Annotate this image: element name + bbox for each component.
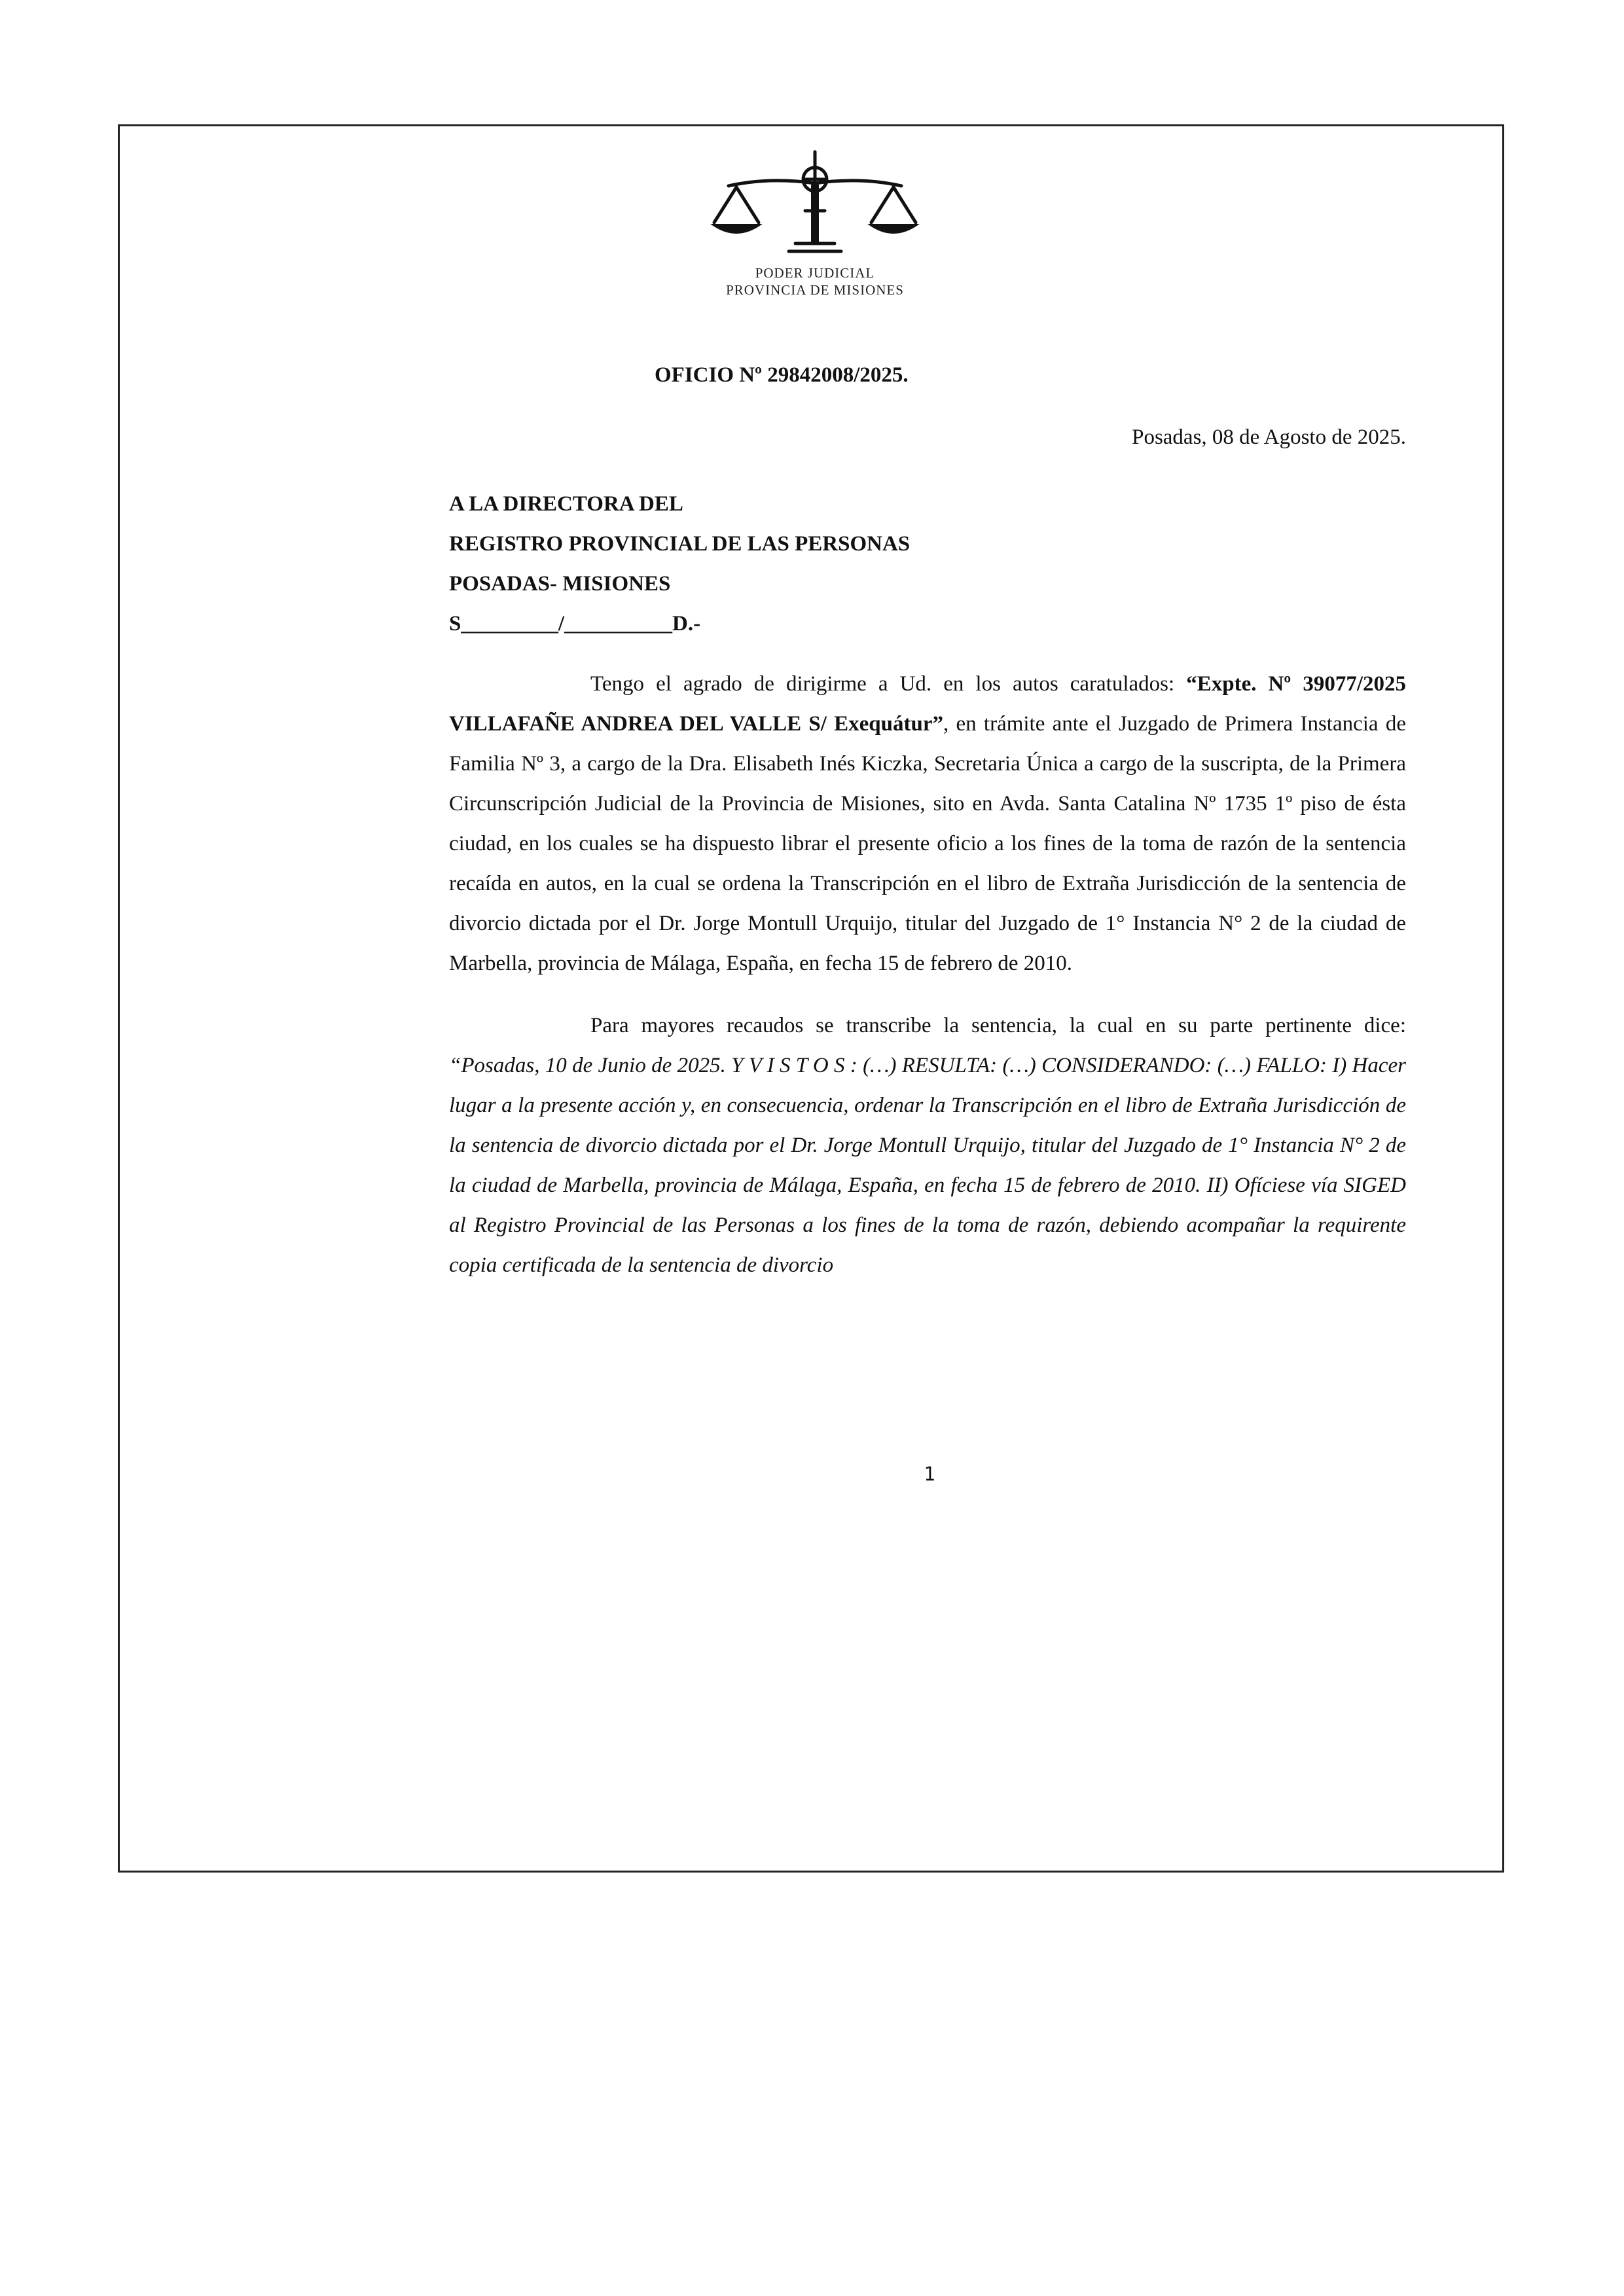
letter-body [449, 664, 1406, 1285]
case-title: “Expte. Nº 39077/2025 VILLAFAÑE ANDREA DEL VALLE S/ Exequátur” [449, 672, 1406, 736]
paragraph-1-intro: Tengo el agrado de dirigirme a Ud. en los autos caratulados: [590, 672, 1187, 696]
oficio-number: OFICIO Nº 29842008/2025. [655, 363, 909, 387]
addressee-block [449, 484, 1406, 644]
emblem-caption-line1: PODER JUDICIAL [755, 265, 875, 281]
addressee-line4: S_________/__________D.- [449, 612, 701, 636]
emblem-caption-line2: PROVINCIA DE MISIONES [726, 282, 904, 298]
judicial-emblem [691, 145, 939, 309]
addressee-line1: A LA DIRECTORA DEL [449, 492, 683, 516]
paragraph-2-intro: Para mayores recaudos se transcribe la sentencia, la cual en su parte pertinente dice: [590, 1014, 1406, 1037]
page-number: 1 [924, 1463, 935, 1485]
paragraph-2 [449, 1006, 1406, 1285]
sentence-quote: “Posadas, 10 de Junio de 2025. Y V I S T O S : (…) RESULTA: (…) CONSIDERANDO: (…) FALLO: I) Hacer lugar a la presente acción y, en consecuencia, ordenar la Transcripción en el libro de Extraña Jurisdicción de la sentencia de divorcio dictada por el Dr. Jorge Montull Urquijo, titular del Juzgado de 1° Instancia N° 2 de la ciudad de Marbella, provincia de Málaga, España, en fecha 15 de febrero de 2010. II) Ofíciese vía SIGED al Registro Provincial de las Personas a los fines de la toma de razón, debiendo acompañar la requirente copia certificada de la sentencia de divorcio [449, 1054, 1406, 1277]
addressee-line3: POSADAS- MISIONES [449, 572, 671, 596]
scales-of-justice-icon [691, 145, 939, 263]
paragraph-1-rest: , en trámite ante el Juzgado de Primera Instancia de Familia Nº 3, a cargo de la Dra. Elisabeth Inés Kiczka, Secretaria Única a cargo de la suscripta, de la Primera Circunscripción Judicial de la Provincia de Misiones, sito en Avda. Santa Catalina Nº 1735 1º piso de ésta ciudad, en los cuales se ha dispuesto librar el presente oficio a los fines de la toma de razón de la sentencia recaída en autos, en la cual se ordena la Transcripción en el libro de Extraña Jurisdicción de la sentencia de divorcio dictada por el Dr. Jorge Montull Urquijo, titular del Juzgado de 1° Instancia N° 2 de la ciudad de Marbella, provincia de Málaga, España, en fecha 15 de febrero de 2010. [449, 712, 1406, 975]
paragraph-1 [449, 664, 1406, 984]
place-date: Posadas, 08 de Agosto de 2025. [1132, 425, 1406, 449]
addressee-line2: REGISTRO PROVINCIAL DE LAS PERSONAS [449, 532, 911, 556]
